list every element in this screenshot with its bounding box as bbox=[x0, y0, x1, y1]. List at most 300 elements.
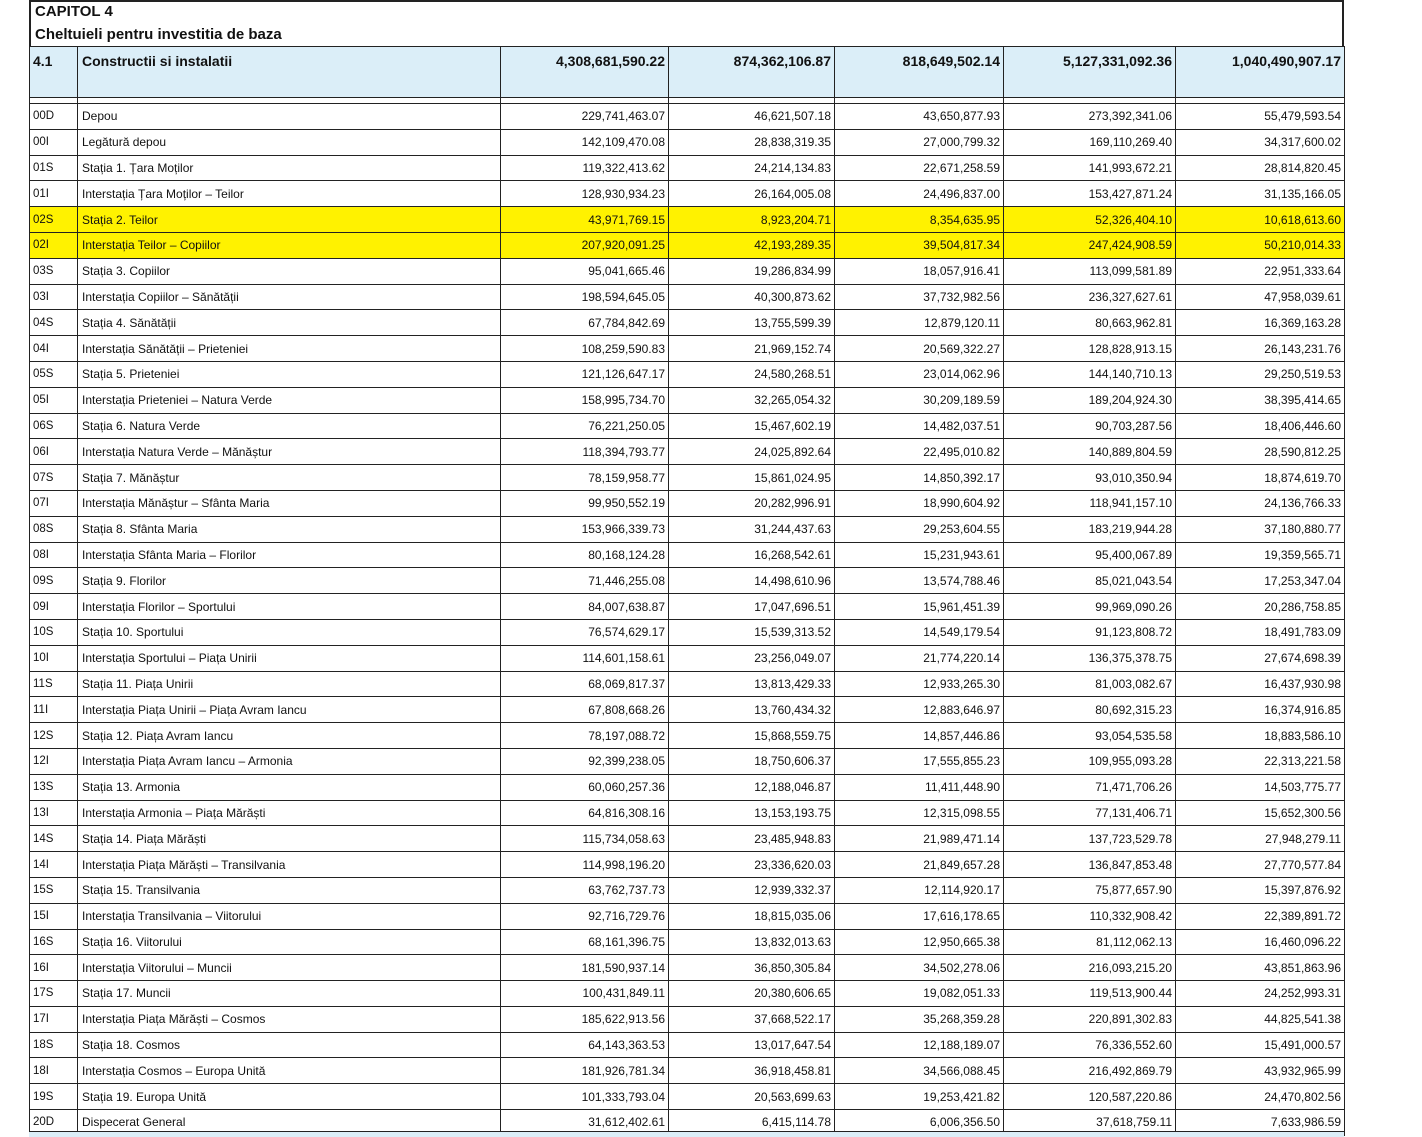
row-code: 12S bbox=[30, 723, 78, 749]
row-code: 05S bbox=[30, 361, 78, 387]
row-value: 16,369,163.28 bbox=[1176, 310, 1345, 336]
row-value: 198,594,645.05 bbox=[501, 284, 669, 310]
row-value: 15,539,313.52 bbox=[669, 619, 835, 645]
row-value: 76,221,250.05 bbox=[501, 413, 669, 439]
row-value: 10,618,613.60 bbox=[1176, 207, 1345, 233]
row-value: 46,621,507.18 bbox=[669, 104, 835, 130]
row-value: 19,286,834.99 bbox=[669, 258, 835, 284]
row-value: 18,491,783.09 bbox=[1176, 619, 1345, 645]
section-value: 818,649,502.14 bbox=[835, 47, 1004, 98]
table-row bbox=[30, 490, 1345, 516]
row-value: 12,939,332.37 bbox=[669, 877, 835, 903]
row-value: 136,847,853.48 bbox=[1004, 852, 1176, 878]
row-value: 118,941,157.10 bbox=[1004, 490, 1176, 516]
row-name: Legătură depou bbox=[78, 129, 501, 155]
row-value: 15,491,000.57 bbox=[1176, 1032, 1345, 1058]
row-value: 17,047,696.51 bbox=[669, 594, 835, 620]
row-value: 99,969,090.26 bbox=[1004, 594, 1176, 620]
row-value: 185,622,913.56 bbox=[501, 1006, 669, 1032]
row-value: 77,131,406.71 bbox=[1004, 800, 1176, 826]
row-name: Stația 2. Teilor bbox=[78, 207, 501, 233]
row-name: Stația 10. Sportului bbox=[78, 619, 501, 645]
row-value: 21,774,220.14 bbox=[835, 645, 1004, 671]
row-value: 15,861,024.95 bbox=[669, 465, 835, 491]
row-value: 78,197,088.72 bbox=[501, 723, 669, 749]
row-value: 12,950,665.38 bbox=[835, 929, 1004, 955]
table-row bbox=[30, 645, 1345, 671]
row-value: 21,989,471.14 bbox=[835, 826, 1004, 852]
row-code: 15I bbox=[30, 903, 78, 929]
row-value: 141,993,672.21 bbox=[1004, 155, 1176, 181]
row-value: 26,143,231.76 bbox=[1176, 336, 1345, 362]
row-value: 60,060,257.36 bbox=[501, 774, 669, 800]
row-name: Stația 13. Armonia bbox=[78, 774, 501, 800]
row-value: 15,467,602.19 bbox=[669, 413, 835, 439]
row-code: 07I bbox=[30, 490, 78, 516]
row-code: 11I bbox=[30, 697, 78, 723]
row-value: 24,214,134.83 bbox=[669, 155, 835, 181]
row-value: 19,082,051.33 bbox=[835, 981, 1004, 1007]
row-value: 12,933,265.30 bbox=[835, 671, 1004, 697]
row-value: 95,041,665.46 bbox=[501, 258, 669, 284]
table-row bbox=[30, 826, 1345, 852]
table-row bbox=[30, 465, 1345, 491]
table-row bbox=[30, 232, 1345, 258]
table-row bbox=[30, 284, 1345, 310]
row-value: 120,587,220.86 bbox=[1004, 1084, 1176, 1110]
row-value: 84,007,638.87 bbox=[501, 594, 669, 620]
row-name: Interstația Piața Mărăști – Transilvania bbox=[78, 852, 501, 878]
row-value: 24,470,802.56 bbox=[1176, 1084, 1345, 1110]
row-name: Stația 18. Cosmos bbox=[78, 1032, 501, 1058]
row-code: 14S bbox=[30, 826, 78, 852]
row-name: Stația 1. Țara Moților bbox=[78, 155, 501, 181]
row-value: 19,253,421.82 bbox=[835, 1084, 1004, 1110]
table-row bbox=[30, 387, 1345, 413]
row-value: 12,114,920.17 bbox=[835, 877, 1004, 903]
row-value: 24,136,766.33 bbox=[1176, 490, 1345, 516]
row-name: Stația 3. Copiilor bbox=[78, 258, 501, 284]
row-value: 27,000,799.32 bbox=[835, 129, 1004, 155]
row-value: 76,336,552.60 bbox=[1004, 1032, 1176, 1058]
row-value: 13,832,013.63 bbox=[669, 929, 835, 955]
row-value: 43,932,965.99 bbox=[1176, 1058, 1345, 1084]
row-value: 37,732,982.56 bbox=[835, 284, 1004, 310]
row-value: 181,926,781.34 bbox=[501, 1058, 669, 1084]
row-value: 153,966,339.73 bbox=[501, 516, 669, 542]
row-name: Stația 7. Mănăștur bbox=[78, 465, 501, 491]
sheet-header bbox=[29, 0, 1344, 46]
row-value: 80,692,315.23 bbox=[1004, 697, 1176, 723]
row-value: 18,406,446.60 bbox=[1176, 413, 1345, 439]
row-name: Interstația Mănăștur – Sfânta Maria bbox=[78, 490, 501, 516]
row-value: 39,504,817.34 bbox=[835, 232, 1004, 258]
row-value: 50,210,014.33 bbox=[1176, 232, 1345, 258]
row-value: 12,315,098.55 bbox=[835, 800, 1004, 826]
row-name: Interstația Natura Verde – Mănăștur bbox=[78, 439, 501, 465]
row-code: 13I bbox=[30, 800, 78, 826]
row-value: 24,025,892.64 bbox=[669, 439, 835, 465]
row-value: 15,397,876.92 bbox=[1176, 877, 1345, 903]
table-row bbox=[30, 1032, 1345, 1058]
table-row bbox=[30, 413, 1345, 439]
row-code: 18I bbox=[30, 1058, 78, 1084]
row-code: 08S bbox=[30, 516, 78, 542]
table-row bbox=[30, 516, 1345, 542]
row-value: 28,838,319.35 bbox=[669, 129, 835, 155]
table-row bbox=[30, 619, 1345, 645]
row-value: 22,495,010.82 bbox=[835, 439, 1004, 465]
row-value: 113,099,581.89 bbox=[1004, 258, 1176, 284]
row-value: 52,326,404.10 bbox=[1004, 207, 1176, 233]
row-value: 34,317,600.02 bbox=[1176, 129, 1345, 155]
row-value: 118,394,793.77 bbox=[501, 439, 669, 465]
row-name: Stația 15. Transilvania bbox=[78, 877, 501, 903]
row-name: Interstația Țara Moților – Teilor bbox=[78, 181, 501, 207]
row-value: 13,755,599.39 bbox=[669, 310, 835, 336]
row-value: 22,951,333.64 bbox=[1176, 258, 1345, 284]
row-value: 12,879,120.11 bbox=[835, 310, 1004, 336]
table-row bbox=[30, 852, 1345, 878]
row-code: 03S bbox=[30, 258, 78, 284]
row-name: Interstația Sănătății – Prieteniei bbox=[78, 336, 501, 362]
row-value: 37,618,759.11 bbox=[1004, 1110, 1176, 1136]
row-value: 137,723,529.78 bbox=[1004, 826, 1176, 852]
row-value: 128,930,934.23 bbox=[501, 181, 669, 207]
row-value: 13,760,434.32 bbox=[669, 697, 835, 723]
row-value: 31,244,437.63 bbox=[669, 516, 835, 542]
row-name: Stația 19. Europa Unită bbox=[78, 1084, 501, 1110]
row-value: 17,555,855.23 bbox=[835, 748, 1004, 774]
row-value: 23,014,062.96 bbox=[835, 361, 1004, 387]
row-value: 115,734,058.63 bbox=[501, 826, 669, 852]
row-name: Stația 14. Piața Mărăști bbox=[78, 826, 501, 852]
row-value: 181,590,937.14 bbox=[501, 955, 669, 981]
row-name: Interstația Piața Avram Iancu – Armonia bbox=[78, 748, 501, 774]
row-value: 121,126,647.17 bbox=[501, 361, 669, 387]
row-value: 37,180,880.77 bbox=[1176, 516, 1345, 542]
table-row bbox=[30, 594, 1345, 620]
row-value: 8,354,635.95 bbox=[835, 207, 1004, 233]
row-code: 06S bbox=[30, 413, 78, 439]
row-value: 114,998,196.20 bbox=[501, 852, 669, 878]
table-row bbox=[30, 1084, 1345, 1110]
row-value: 108,259,590.83 bbox=[501, 336, 669, 362]
table-row bbox=[30, 981, 1345, 1007]
table-row bbox=[30, 903, 1345, 929]
section-name: Constructii si instalatii bbox=[78, 47, 501, 98]
row-value: 93,010,350.94 bbox=[1004, 465, 1176, 491]
row-value: 18,990,604.92 bbox=[835, 490, 1004, 516]
row-value: 16,374,916.85 bbox=[1176, 697, 1345, 723]
row-name: Stația 6. Natura Verde bbox=[78, 413, 501, 439]
row-value: 216,492,869.79 bbox=[1004, 1058, 1176, 1084]
row-value: 36,918,458.81 bbox=[669, 1058, 835, 1084]
table-row bbox=[30, 723, 1345, 749]
table-row bbox=[30, 1058, 1345, 1084]
row-code: 09S bbox=[30, 568, 78, 594]
row-code: 17S bbox=[30, 981, 78, 1007]
row-value: 43,971,769.15 bbox=[501, 207, 669, 233]
row-value: 110,332,908.42 bbox=[1004, 903, 1176, 929]
row-value: 76,574,629.17 bbox=[501, 619, 669, 645]
row-code: 11S bbox=[30, 671, 78, 697]
table-row bbox=[30, 439, 1345, 465]
row-value: 28,590,812.25 bbox=[1176, 439, 1345, 465]
row-value: 80,663,962.81 bbox=[1004, 310, 1176, 336]
table-bottom-edge bbox=[29, 1131, 1344, 1137]
row-value: 20,282,996.91 bbox=[669, 490, 835, 516]
row-value: 27,770,577.84 bbox=[1176, 852, 1345, 878]
section-value: 874,362,106.87 bbox=[669, 47, 835, 98]
row-value: 128,828,913.15 bbox=[1004, 336, 1176, 362]
row-name: Interstația Sportului – Piața Unirii bbox=[78, 645, 501, 671]
section-value: 1,040,490,907.17 bbox=[1176, 47, 1345, 98]
row-value: 64,816,308.16 bbox=[501, 800, 669, 826]
row-value: 12,188,046.87 bbox=[669, 774, 835, 800]
row-code: 02I bbox=[30, 232, 78, 258]
row-value: 17,616,178.65 bbox=[835, 903, 1004, 929]
row-code: 09I bbox=[30, 594, 78, 620]
row-value: 16,437,930.98 bbox=[1176, 671, 1345, 697]
row-code: 10I bbox=[30, 645, 78, 671]
row-name: Interstația Teilor – Copiilor bbox=[78, 232, 501, 258]
row-value: 15,961,451.39 bbox=[835, 594, 1004, 620]
section-value: 4,308,681,590.22 bbox=[501, 47, 669, 98]
row-value: 22,389,891.72 bbox=[1176, 903, 1345, 929]
row-value: 6,006,356.50 bbox=[835, 1110, 1004, 1136]
row-name: Interstația Armonia – Piața Mărăști bbox=[78, 800, 501, 826]
table-row bbox=[30, 748, 1345, 774]
section-value: 5,127,331,092.36 bbox=[1004, 47, 1176, 98]
table-row bbox=[30, 929, 1345, 955]
row-value: 20,286,758.85 bbox=[1176, 594, 1345, 620]
row-name: Stația 17. Muncii bbox=[78, 981, 501, 1007]
row-value: 44,825,541.38 bbox=[1176, 1006, 1345, 1032]
row-code: 04I bbox=[30, 336, 78, 362]
row-value: 67,784,842.69 bbox=[501, 310, 669, 336]
row-value: 17,253,347.04 bbox=[1176, 568, 1345, 594]
row-value: 40,300,873.62 bbox=[669, 284, 835, 310]
row-value: 119,322,413.62 bbox=[501, 155, 669, 181]
row-value: 27,674,698.39 bbox=[1176, 645, 1345, 671]
row-code: 08I bbox=[30, 542, 78, 568]
row-name: Interstația Prieteniei – Natura Verde bbox=[78, 387, 501, 413]
row-code: 20D bbox=[30, 1110, 78, 1136]
row-code: 17I bbox=[30, 1006, 78, 1032]
row-code: 01I bbox=[30, 181, 78, 207]
row-value: 27,948,279.11 bbox=[1176, 826, 1345, 852]
row-value: 81,112,062.13 bbox=[1004, 929, 1176, 955]
row-name: Interstația Piața Mărăști – Cosmos bbox=[78, 1006, 501, 1032]
table-row bbox=[30, 568, 1345, 594]
row-code: 10S bbox=[30, 619, 78, 645]
row-value: 22,313,221.58 bbox=[1176, 748, 1345, 774]
row-code: 13S bbox=[30, 774, 78, 800]
row-value: 16,460,096.22 bbox=[1176, 929, 1345, 955]
row-value: 142,109,470.08 bbox=[501, 129, 669, 155]
row-code: 04S bbox=[30, 310, 78, 336]
row-value: 14,850,392.17 bbox=[835, 465, 1004, 491]
row-name: Interstația Copiilor – Sănătății bbox=[78, 284, 501, 310]
row-value: 63,762,737.73 bbox=[501, 877, 669, 903]
row-value: 78,159,958.77 bbox=[501, 465, 669, 491]
row-value: 24,496,837.00 bbox=[835, 181, 1004, 207]
row-code: 07S bbox=[30, 465, 78, 491]
table-row bbox=[30, 258, 1345, 284]
row-value: 229,741,463.07 bbox=[501, 104, 669, 130]
row-value: 14,498,610.96 bbox=[669, 568, 835, 594]
row-value: 101,333,793.04 bbox=[501, 1084, 669, 1110]
row-value: 90,703,287.56 bbox=[1004, 413, 1176, 439]
row-code: 16S bbox=[30, 929, 78, 955]
row-value: 71,446,255.08 bbox=[501, 568, 669, 594]
row-value: 36,850,305.84 bbox=[669, 955, 835, 981]
row-value: 34,502,278.06 bbox=[835, 955, 1004, 981]
row-code: 00I bbox=[30, 129, 78, 155]
row-name: Dispecerat General bbox=[78, 1110, 501, 1136]
row-name: Stația 4. Sănătății bbox=[78, 310, 501, 336]
row-value: 18,057,916.41 bbox=[835, 258, 1004, 284]
row-value: 34,566,088.45 bbox=[835, 1058, 1004, 1084]
table-row bbox=[30, 697, 1345, 723]
row-value: 18,874,619.70 bbox=[1176, 465, 1345, 491]
table-row bbox=[30, 207, 1345, 233]
row-name: Stația 16. Viitorului bbox=[78, 929, 501, 955]
row-value: 7,633,986.59 bbox=[1176, 1110, 1345, 1136]
row-value: 85,021,043.54 bbox=[1004, 568, 1176, 594]
row-value: 21,849,657.28 bbox=[835, 852, 1004, 878]
section-header-row bbox=[30, 47, 1345, 98]
row-value: 19,359,565.71 bbox=[1176, 542, 1345, 568]
row-value: 20,380,606.65 bbox=[669, 981, 835, 1007]
table-row bbox=[30, 671, 1345, 697]
row-value: 169,110,269.40 bbox=[1004, 129, 1176, 155]
row-value: 47,958,039.61 bbox=[1176, 284, 1345, 310]
row-value: 92,716,729.76 bbox=[501, 903, 669, 929]
row-code: 02S bbox=[30, 207, 78, 233]
row-value: 207,920,091.25 bbox=[501, 232, 669, 258]
row-value: 119,513,900.44 bbox=[1004, 981, 1176, 1007]
row-code: 14I bbox=[30, 852, 78, 878]
row-code: 01S bbox=[30, 155, 78, 181]
row-value: 68,161,396.75 bbox=[501, 929, 669, 955]
row-value: 81,003,082.67 bbox=[1004, 671, 1176, 697]
row-value: 75,877,657.90 bbox=[1004, 877, 1176, 903]
row-value: 15,231,943.61 bbox=[835, 542, 1004, 568]
row-value: 14,503,775.77 bbox=[1176, 774, 1345, 800]
cost-table bbox=[29, 46, 1345, 1136]
row-value: 32,265,054.32 bbox=[669, 387, 835, 413]
row-code: 06I bbox=[30, 439, 78, 465]
row-value: 158,995,734.70 bbox=[501, 387, 669, 413]
table-row bbox=[30, 774, 1345, 800]
row-value: 247,424,908.59 bbox=[1004, 232, 1176, 258]
row-value: 183,219,944.28 bbox=[1004, 516, 1176, 542]
row-value: 6,415,114.78 bbox=[669, 1110, 835, 1136]
row-value: 23,336,620.03 bbox=[669, 852, 835, 878]
row-value: 13,017,647.54 bbox=[669, 1032, 835, 1058]
table-row bbox=[30, 800, 1345, 826]
row-value: 42,193,289.35 bbox=[669, 232, 835, 258]
row-value: 71,471,706.26 bbox=[1004, 774, 1176, 800]
row-value: 14,549,179.54 bbox=[835, 619, 1004, 645]
table-row bbox=[30, 181, 1345, 207]
row-value: 37,668,522.17 bbox=[669, 1006, 835, 1032]
row-value: 38,395,414.65 bbox=[1176, 387, 1345, 413]
row-value: 11,411,448.90 bbox=[835, 774, 1004, 800]
table-row bbox=[30, 361, 1345, 387]
table-row bbox=[30, 310, 1345, 336]
row-value: 273,392,341.06 bbox=[1004, 104, 1176, 130]
row-value: 114,601,158.61 bbox=[501, 645, 669, 671]
row-value: 23,485,948.83 bbox=[669, 826, 835, 852]
row-value: 35,268,359.28 bbox=[835, 1006, 1004, 1032]
row-value: 22,671,258.59 bbox=[835, 155, 1004, 181]
row-name: Interstația Cosmos – Europa Unită bbox=[78, 1058, 501, 1084]
row-code: 18S bbox=[30, 1032, 78, 1058]
row-value: 16,268,542.61 bbox=[669, 542, 835, 568]
row-name: Interstația Viitorului – Muncii bbox=[78, 955, 501, 981]
row-value: 91,123,808.72 bbox=[1004, 619, 1176, 645]
row-value: 21,969,152.74 bbox=[669, 336, 835, 362]
budget-sheet bbox=[29, 0, 1344, 1136]
row-name: Interstația Florilor – Sportului bbox=[78, 594, 501, 620]
row-value: 15,652,300.56 bbox=[1176, 800, 1345, 826]
row-value: 68,069,817.37 bbox=[501, 671, 669, 697]
row-value: 31,135,166.05 bbox=[1176, 181, 1345, 207]
row-code: 00D bbox=[30, 104, 78, 130]
row-name: Stația 8. Sfânta Maria bbox=[78, 516, 501, 542]
row-value: 14,482,037.51 bbox=[835, 413, 1004, 439]
row-value: 216,093,215.20 bbox=[1004, 955, 1176, 981]
row-value: 100,431,849.11 bbox=[501, 981, 669, 1007]
row-name: Interstația Sfânta Maria – Florilor bbox=[78, 542, 501, 568]
row-value: 18,883,586.10 bbox=[1176, 723, 1345, 749]
row-name: Stația 11. Piața Unirii bbox=[78, 671, 501, 697]
row-value: 30,209,189.59 bbox=[835, 387, 1004, 413]
row-value: 29,250,519.53 bbox=[1176, 361, 1345, 387]
row-value: 189,204,924.30 bbox=[1004, 387, 1176, 413]
row-value: 14,857,446.86 bbox=[835, 723, 1004, 749]
row-value: 92,399,238.05 bbox=[501, 748, 669, 774]
row-name: Depou bbox=[78, 104, 501, 130]
row-value: 13,813,429.33 bbox=[669, 671, 835, 697]
row-value: 153,427,871.24 bbox=[1004, 181, 1176, 207]
row-value: 43,851,863.96 bbox=[1176, 955, 1345, 981]
row-value: 24,252,993.31 bbox=[1176, 981, 1345, 1007]
row-value: 24,580,268.51 bbox=[669, 361, 835, 387]
row-name: Stația 5. Prieteniei bbox=[78, 361, 501, 387]
row-value: 67,808,668.26 bbox=[501, 697, 669, 723]
table-row bbox=[30, 877, 1345, 903]
row-value: 13,574,788.46 bbox=[835, 568, 1004, 594]
table-row bbox=[30, 104, 1345, 130]
row-value: 80,168,124.28 bbox=[501, 542, 669, 568]
row-value: 20,569,322.27 bbox=[835, 336, 1004, 362]
table-row bbox=[30, 155, 1345, 181]
row-value: 93,054,535.58 bbox=[1004, 723, 1176, 749]
table-row bbox=[30, 1006, 1345, 1032]
row-value: 29,253,604.55 bbox=[835, 516, 1004, 542]
table-row bbox=[30, 542, 1345, 568]
row-value: 8,923,204.71 bbox=[669, 207, 835, 233]
row-value: 55,479,593.54 bbox=[1176, 104, 1345, 130]
row-value: 220,891,302.83 bbox=[1004, 1006, 1176, 1032]
table-row bbox=[30, 129, 1345, 155]
row-name: Stația 12. Piața Avram Iancu bbox=[78, 723, 501, 749]
row-name: Interstația Piața Unirii – Piața Avram Iancu bbox=[78, 697, 501, 723]
